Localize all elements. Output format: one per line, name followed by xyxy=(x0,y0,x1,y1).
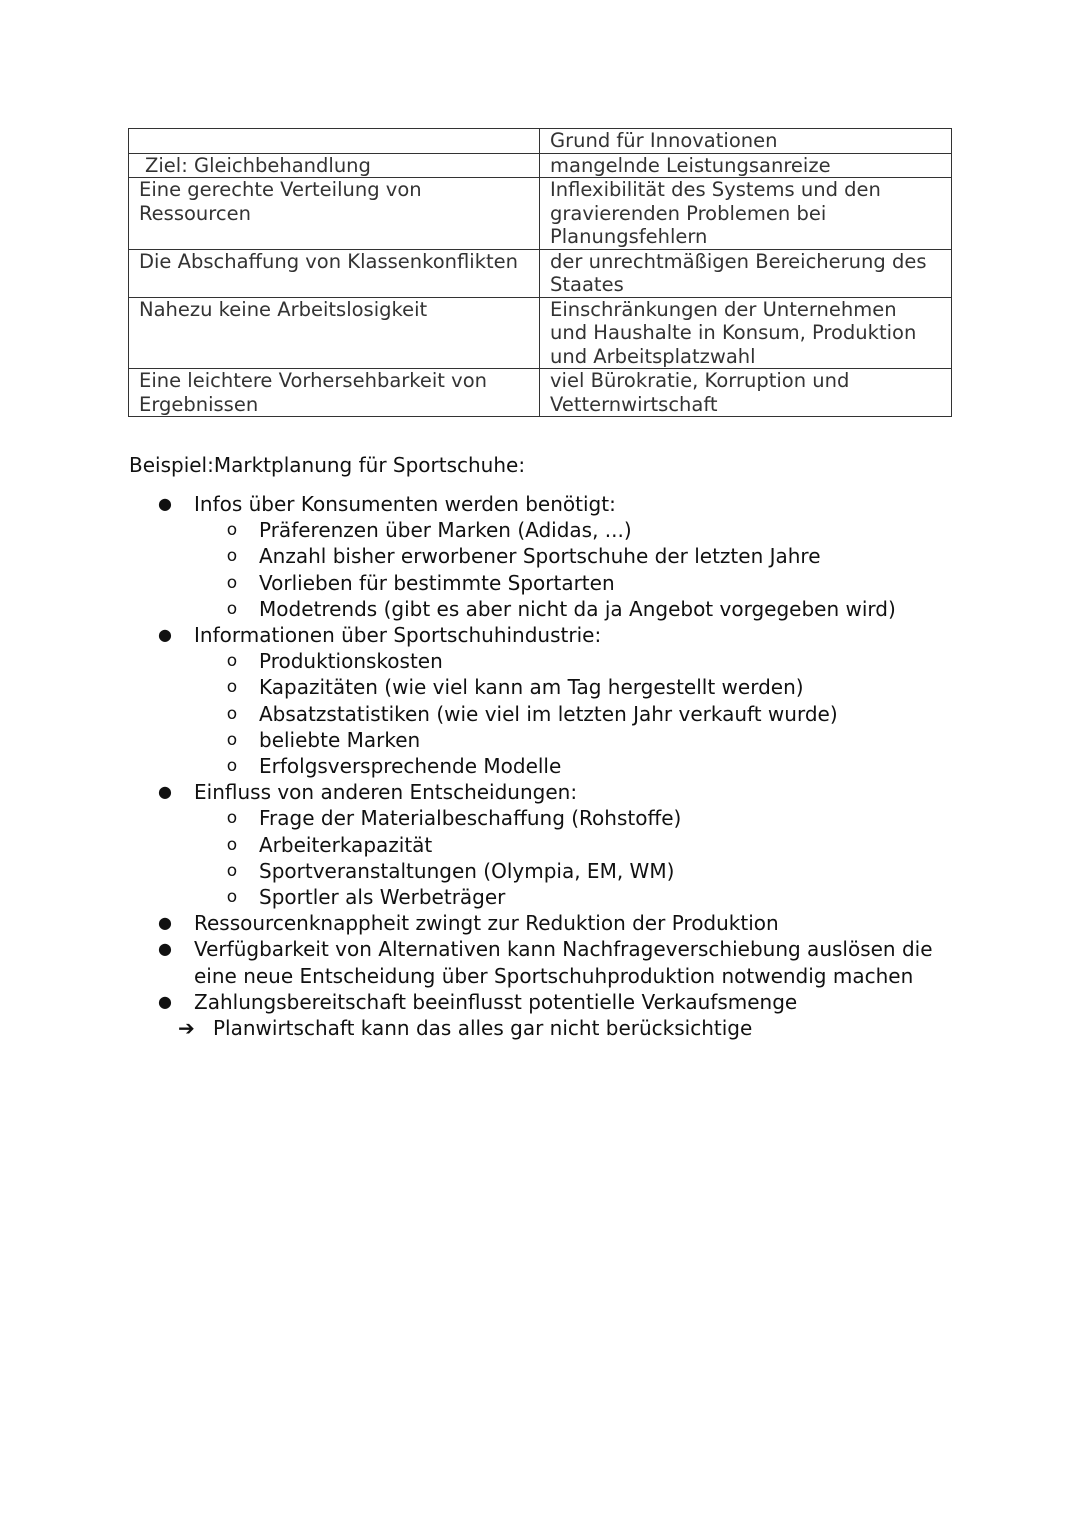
table-cell: Eine gerechte Verteilung von Ressourcen xyxy=(129,178,540,250)
table-row xyxy=(129,153,952,178)
sub-list-item: o Frage der Materialbeschaffung (Rohstoffe) xyxy=(226,806,682,831)
bullet-list xyxy=(128,491,1008,1041)
table-cell xyxy=(129,129,540,154)
bullet-icon: ● xyxy=(158,939,172,959)
sub-bullet-icon: o xyxy=(226,703,238,724)
bullet-icon: ● xyxy=(158,782,172,802)
list-item: ● Informationen über Sportschuhindustrie: xyxy=(158,623,602,648)
sub-bullet-icon: o xyxy=(226,572,238,593)
sub-list-item: o Präferenzen über Marken (Adidas, ...) xyxy=(226,518,632,543)
table-cell: der unrechtmäßigen Bereicherung des Staates xyxy=(540,249,952,297)
sub-bullet-icon: o xyxy=(226,729,238,750)
sub-bullet-icon: o xyxy=(226,860,238,881)
comparison-table xyxy=(128,128,952,417)
section-heading: Beispiel:Marktplanung für Sportschuhe: xyxy=(129,453,526,477)
sub-list-item: o Anzahl bisher erworbener Sportschuhe der letzten Jahre xyxy=(226,544,821,569)
list-item: ● Verfügbarkeit von Alternativen kann Nachfrageverschiebung auslösen die eine neue Entscheidung über Sportschuhproduktion notwendig machen xyxy=(158,937,933,988)
sub-list-item: o Produktionskosten xyxy=(226,649,443,674)
bullet-icon: ● xyxy=(158,625,172,645)
table-cell: Grund für Innovationen xyxy=(540,129,952,154)
table-row xyxy=(129,249,952,297)
sub-bullet-icon: o xyxy=(226,677,238,698)
sub-list-item: o Sportler als Werbeträger xyxy=(226,885,506,910)
list-item: ● Infos über Konsumenten werden benötigt: xyxy=(158,492,616,516)
table-cell: Ziel: Gleichbehandlung xyxy=(129,153,540,178)
table-cell: viel Bürokratie, Korruption und Vetternwirtschaft xyxy=(540,369,952,417)
bullet-icon: ● xyxy=(158,991,172,1011)
table-cell: Einschränkungen der Unternehmen und Haushalte in Konsum, Produktion und Arbeitsplatzwahl xyxy=(540,297,952,369)
sub-list-item: o Sportveranstaltungen (Olympia, EM, WM) xyxy=(226,858,675,883)
table-row xyxy=(129,178,952,250)
sub-list-item: o Modetrends (gibt es aber nicht da ja Angebot vorgegeben wird) xyxy=(226,596,896,621)
sub-list-item: o beliebte Marken xyxy=(226,727,421,752)
arrow-right-icon: ➔ xyxy=(178,1016,195,1041)
sub-bullet-icon: o xyxy=(226,546,238,567)
table-row xyxy=(129,369,952,417)
sub-bullet-icon: o xyxy=(226,651,238,672)
sub-bullet-icon: o xyxy=(226,598,238,619)
sub-list-item: o Kapazitäten (wie viel kann am Tag hergestellt werden) xyxy=(226,675,804,700)
sub-list-item: o Absatzstatistiken (wie viel im letzten Jahr verkauft wurde) xyxy=(226,701,838,726)
sub-list-item: o Vorlieben für bestimmte Sportarten xyxy=(226,570,615,595)
list-item: ● Einfluss von anderen Entscheidungen: xyxy=(158,780,578,805)
bullet-icon: ● xyxy=(158,494,172,513)
table-cell: Nahezu keine Arbeitslosigkeit xyxy=(129,297,540,369)
table-row xyxy=(129,297,952,369)
sub-bullet-icon: o xyxy=(226,756,238,777)
sub-bullet-icon: o xyxy=(226,834,238,855)
sub-list-item: o Erfolgsversprechende Modelle xyxy=(226,754,562,779)
sub-bullet-icon: o xyxy=(226,808,238,829)
conclusion: ➔ Planwirtschaft kann das alles gar nicht berücksichtige xyxy=(178,1016,753,1041)
sub-bullet-icon: o xyxy=(226,520,238,541)
sub-bullet-icon: o xyxy=(226,887,238,908)
table-cell: Eine leichtere Vorhersehbarkeit von Ergebnissen xyxy=(129,369,540,417)
table-cell: mangelnde Leistungsanreize xyxy=(540,153,952,178)
list-item: ● Ressourcenknappheit zwingt zur Reduktion der Produktion xyxy=(158,911,779,936)
table-cell: Die Abschaffung von Klassenkonflikten xyxy=(129,249,540,297)
sub-list-item: o Arbeiterkapazität xyxy=(226,832,433,857)
table-cell: Inflexibilität des Systems und den gravierenden Problemen bei Planungsfehlern xyxy=(540,178,952,250)
bullet-icon: ● xyxy=(158,913,172,933)
list-item: ● Zahlungsbereitschaft beeinflusst potentielle Verkaufsmenge xyxy=(158,989,798,1014)
table-row xyxy=(129,129,952,154)
